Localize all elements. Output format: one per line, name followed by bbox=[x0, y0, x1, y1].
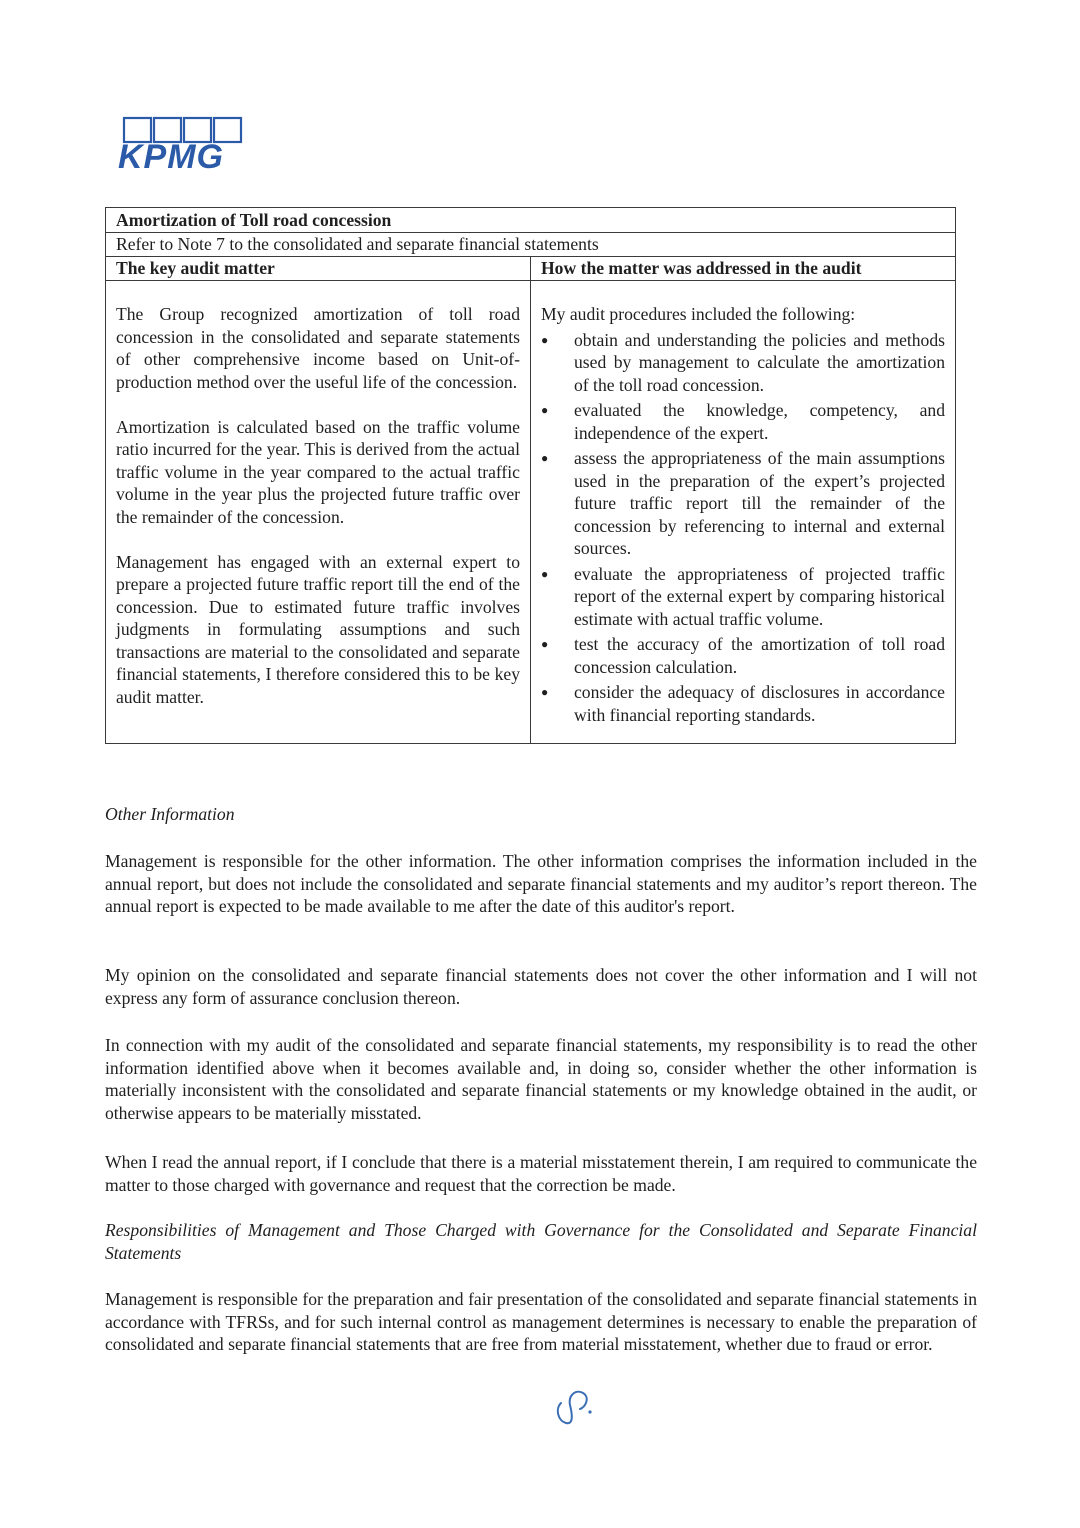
procedure-item: ● assess the appropriateness of the main assumptions used in the preparation of the expert’s projected future traffic report till the remainder of the concession by referencing to internal and external sources. bbox=[541, 447, 945, 560]
other-info-para-3-block bbox=[105, 1034, 977, 1124]
kam-left-header: The key audit matter bbox=[106, 257, 531, 281]
key-audit-matter-table bbox=[105, 207, 956, 744]
kam-paragraph: Management has engaged with an external expert to prepare a projected future traffic report till the end of the concession. Due to estimated future traffic involves judgments in formulating assumptions and such transactions are material to the consolidated and separate financial statements, I therefore considered this to be key audit matter. bbox=[116, 551, 520, 707]
responsibilities-heading: Responsibilities of Management and Those Charged with Governance for the Consolidated and Separate Financial Statements bbox=[105, 1220, 977, 1263]
other-information-heading-block bbox=[105, 803, 977, 826]
responsibilities-paragraph: Management is responsible for the preparation and fair presentation of the consolidated and separate financial statements in accordance with TFRSs, and for such internal control as management determines is necessary to enable the preparation of consolidated and separate financial statements that are free from material misstatement, whether due to fraud or error. bbox=[105, 1289, 977, 1354]
procedure-item: ● obtain and understanding the policies and methods used by management to calculate the amortization of the toll road concession. bbox=[541, 329, 945, 397]
procedure-item: ● evaluate the appropriateness of projected traffic report of the external expert by comparing historical estimate with actual traffic volume. bbox=[541, 563, 945, 631]
kam-reference: Refer to Note 7 to the consolidated and separate financial statements bbox=[106, 233, 956, 257]
kam-paragraph: The Group recognized amortization of toll road concession in the consolidated and separate statements of other comprehensive income based on Unit-of-production method over the useful life of the concession. bbox=[116, 304, 520, 392]
other-info-paragraph: When I read the annual report, if I conclude that there is a material misstatement therein, I am required to communicate the matter to those charged with governance and request that the correction be made. bbox=[105, 1152, 977, 1195]
kam-right-header: How the matter was addressed in the audit bbox=[531, 257, 956, 281]
kam-title: Amortization of Toll road concession bbox=[106, 208, 956, 233]
audit-procedures-cell bbox=[531, 281, 956, 744]
responsibilities-heading-block bbox=[105, 1219, 977, 1264]
handwritten-initials bbox=[552, 1385, 602, 1427]
other-info-paragraph: Management is responsible for the other information. The other information comprises the information included in the annual report, but does not include the consolidated and separate financial statements and my auditor’s report thereon. The annual report is expected to be made available to me after the date of this auditor's report. bbox=[105, 851, 977, 916]
other-information-heading: Other Information bbox=[105, 804, 235, 824]
kpmg-logo bbox=[118, 116, 248, 172]
other-info-paragraph: My opinion on the consolidated and separate financial statements does not cover the other information and I will not express any form of assurance conclusion thereon. bbox=[105, 965, 977, 1008]
procedures-intro: My audit procedures included the following: bbox=[541, 304, 856, 324]
other-info-para-4-block bbox=[105, 1151, 977, 1196]
kam-paragraph: Amortization is calculated based on the traffic volume ratio incurred for the year. This is derived from the actual traffic volume in the year compared to the actual traffic volume in the year plus the projected future traffic over the remainder of the concession. bbox=[116, 416, 520, 527]
procedure-item: ● test the accuracy of the amortization of toll road concession calculation. bbox=[541, 633, 945, 678]
other-info-para-1-block bbox=[105, 850, 977, 918]
procedure-item: ● consider the adequacy of disclosures in accordance with financial reporting standards. bbox=[541, 681, 945, 726]
kam-description-cell bbox=[106, 281, 531, 744]
procedures-list bbox=[541, 329, 945, 727]
responsibilities-para-block bbox=[105, 1288, 977, 1356]
other-info-para-2-block bbox=[105, 964, 977, 1009]
other-info-paragraph: In connection with my audit of the consolidated and separate financial statements, my responsibility is to read the other information identified above when it becomes available and, in doing so, consider whether the other information is materially inconsistent with the consolidated and separate financial statements or my knowledge obtained in the audit, or otherwise appears to be materially misstated. bbox=[105, 1035, 977, 1123]
svg-text:KPMG: KPMG bbox=[118, 138, 224, 172]
procedure-item: ● evaluated the knowledge, competency, and independence of the expert. bbox=[541, 399, 945, 444]
